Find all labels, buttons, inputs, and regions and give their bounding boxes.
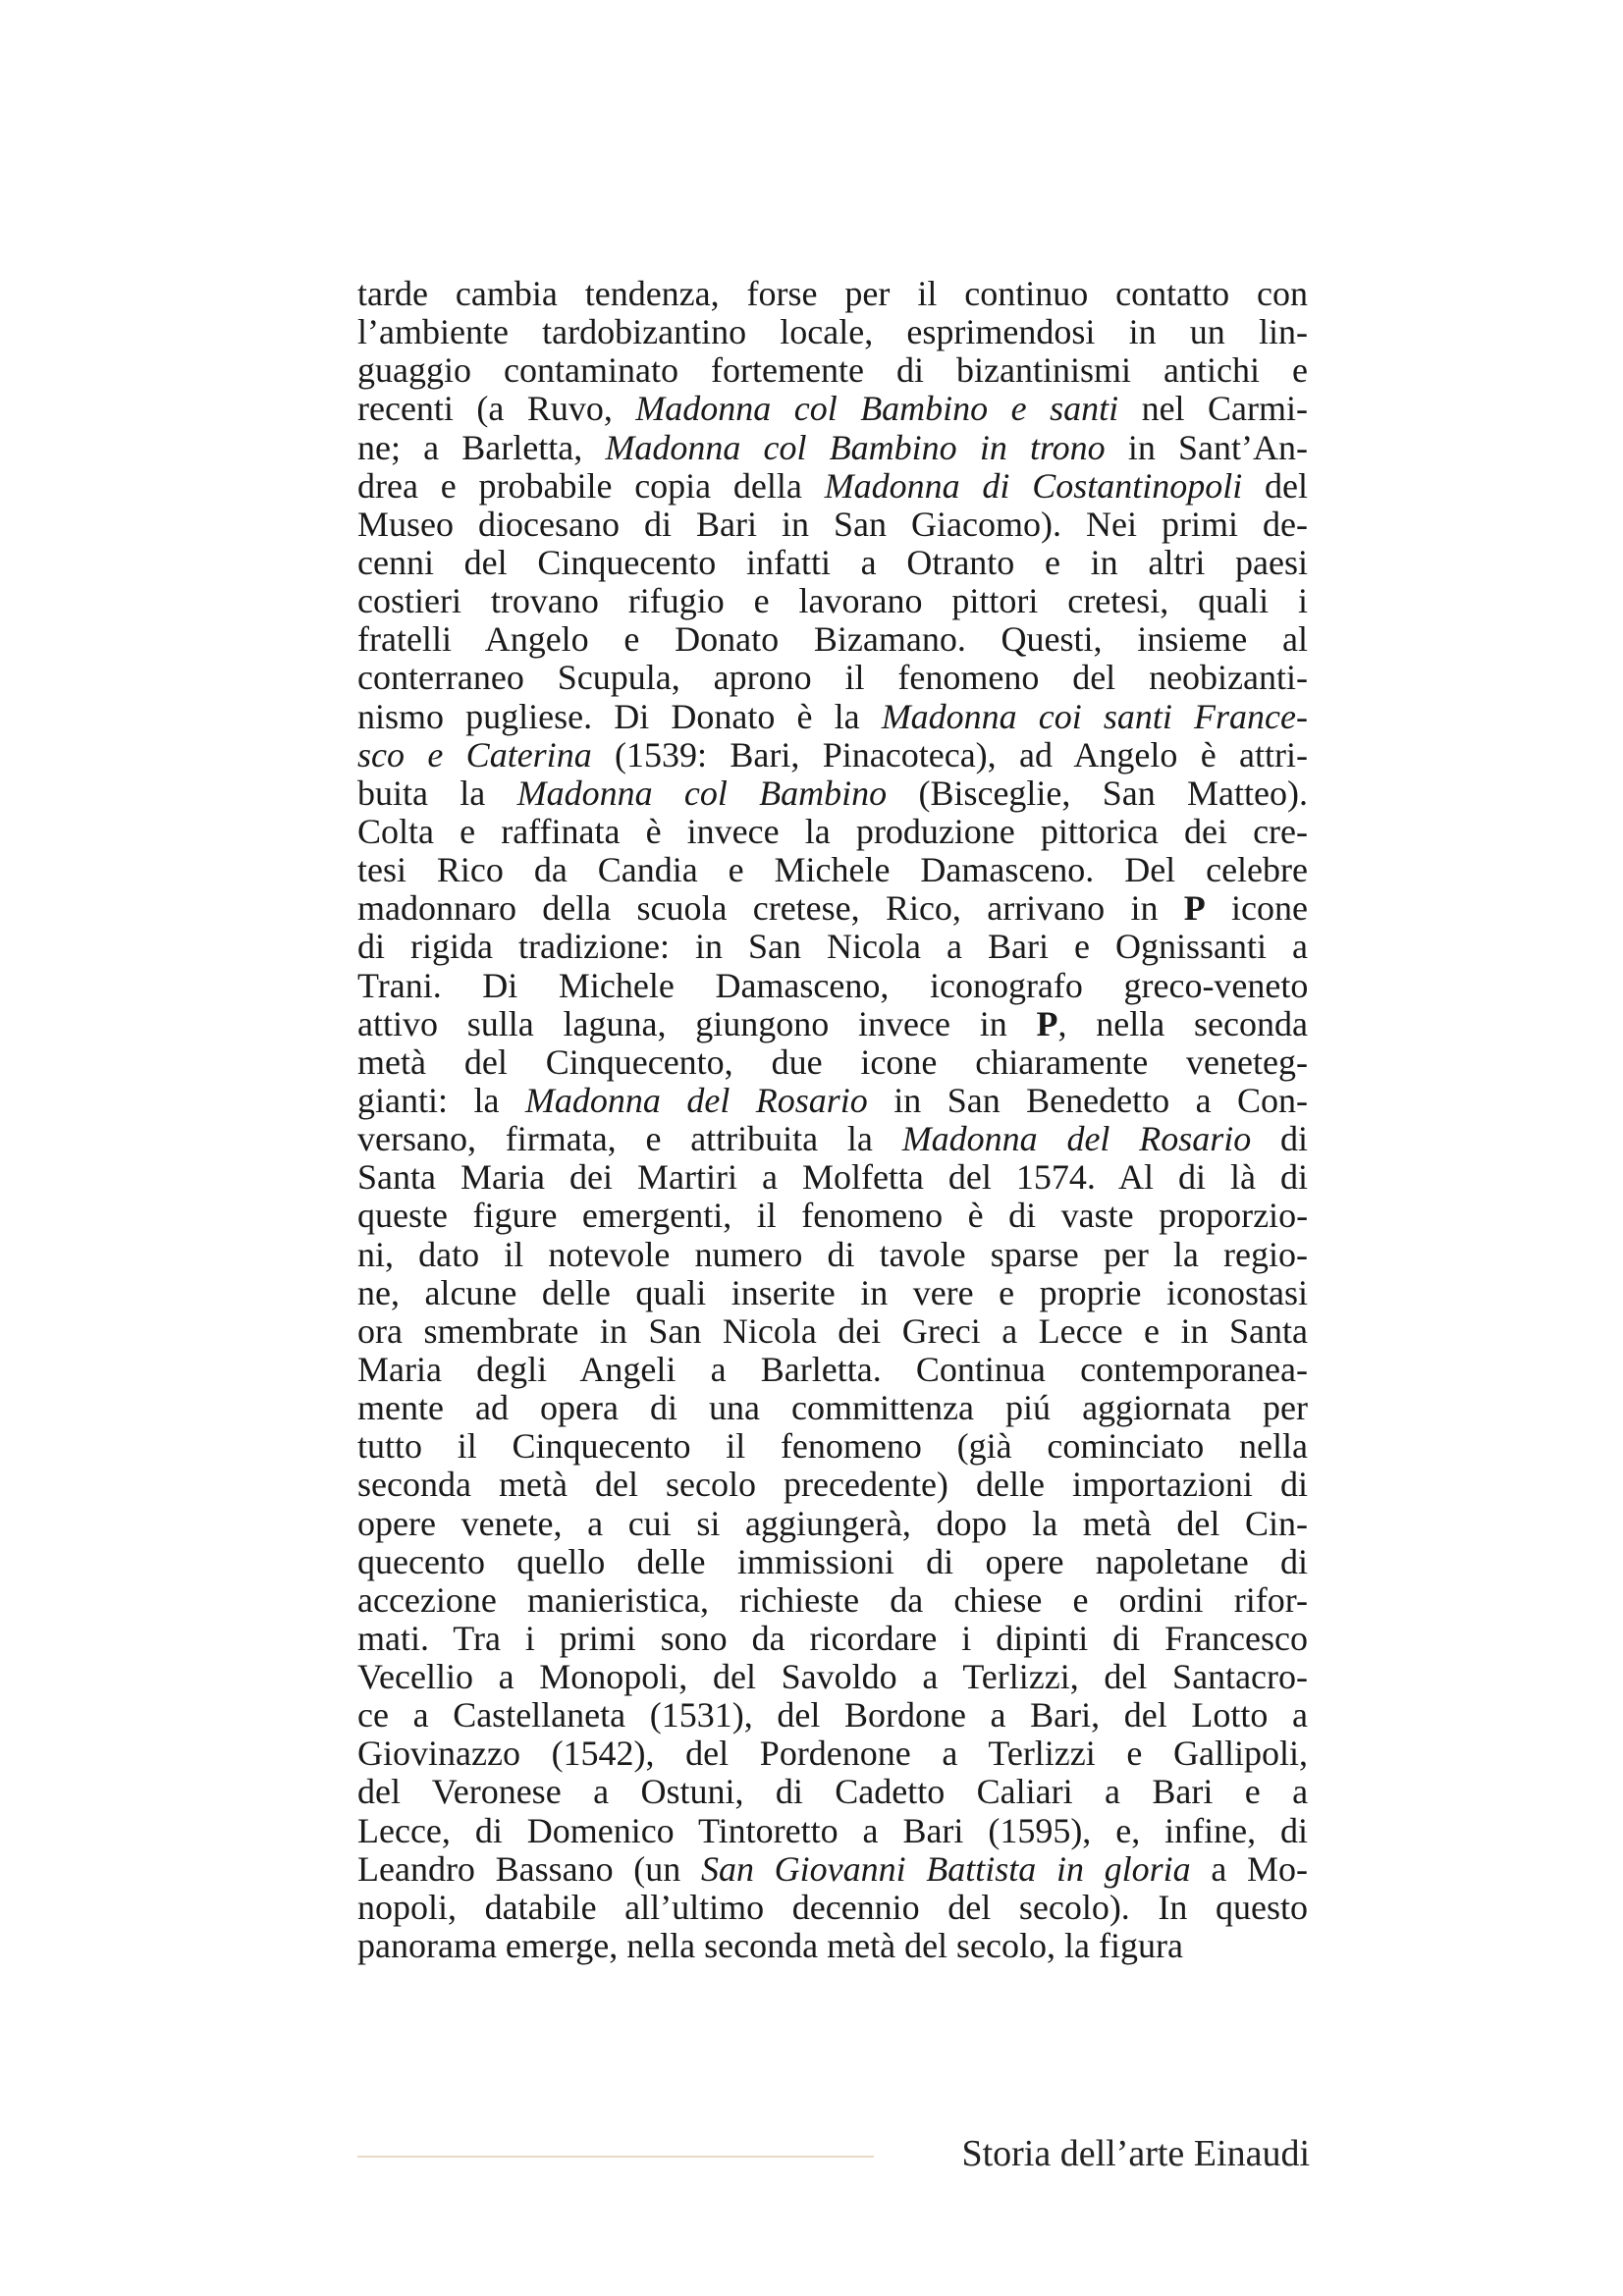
footer-rule <box>357 2156 874 2158</box>
text-run: icone <box>1205 888 1308 929</box>
text-run: nopoli, databile all’ultimo decennio del secolo). In questo <box>357 1887 1308 1927</box>
bold-abbreviation: P <box>1183 888 1206 929</box>
text-line <box>357 1581 1308 1620</box>
text-run: versano, firmata, e attribuita la <box>357 1119 902 1159</box>
text-run: conterraneo Scupula, aprono il fenomeno del neobizanti- <box>357 658 1308 698</box>
text-line <box>357 313 1308 351</box>
text-line <box>357 1850 1308 1889</box>
text-line <box>357 1658 1308 1696</box>
text-run: in Sant’An- <box>1105 427 1308 467</box>
text-line <box>357 1312 1308 1351</box>
text-run: Maria degli Angeli a Barletta. Continua contemporanea- <box>357 1349 1308 1389</box>
text-line <box>357 390 1308 428</box>
text-run: Lecce, di Domenico Tintoretto a Bari (1595), e, infine, di <box>357 1810 1308 1850</box>
text-run: buita la <box>357 773 517 813</box>
text-line <box>357 1158 1308 1197</box>
bold-abbreviation: P <box>1036 1003 1058 1043</box>
text-line <box>357 1812 1308 1850</box>
text-run: nismo pugliese. Di Donato è la <box>357 696 882 736</box>
text-run: Vecellio a Monopoli, del Savoldo a Terlizzi, del Santacro- <box>357 1657 1308 1697</box>
text-run: nel Carmi- <box>1118 389 1308 429</box>
text-run: ce a Castellaneta (1531), del Bordone a Bari, del Lotto a <box>357 1695 1308 1735</box>
italic-title: Madonna col Bambino <box>516 773 888 813</box>
text-run: (1539: Bari, Pinacoteca), ad Angelo è attri- <box>591 734 1309 774</box>
text-line <box>357 467 1308 506</box>
text-run: Leandro Bassano (un <box>357 1848 701 1889</box>
text-line <box>357 1197 1308 1235</box>
text-line <box>357 351 1308 390</box>
text-run: , nella seconda <box>1057 1003 1308 1043</box>
text-line <box>357 1236 1308 1274</box>
text-run: del <box>1242 465 1309 506</box>
text-run: ne, alcune delle quali inserite in vere e proprie iconostasi <box>357 1272 1308 1312</box>
text-line <box>357 1735 1308 1773</box>
body-text <box>357 275 1308 1965</box>
text-run: di rigida tradizione: in San Nicola a Bari e Ognissanti a <box>357 927 1308 967</box>
text-line <box>357 1427 1308 1466</box>
text-run: di <box>1251 1119 1308 1159</box>
text-line <box>357 736 1308 774</box>
text-line <box>357 851 1308 889</box>
text-run: l’ambiente tardobizantino locale, esprimendosi in un lin- <box>357 312 1308 352</box>
text-line <box>357 698 1308 736</box>
text-run: tarde cambia tendenza, forse per il continuo contatto con <box>357 274 1308 313</box>
text-run: drea e probabile copia della <box>357 465 825 506</box>
text-run: (Bisceglie, San Matteo). <box>887 773 1308 813</box>
italic-title: Madonna di Costantinopoli <box>824 465 1243 506</box>
italic-title: Madonna col Bambino e santi <box>635 389 1119 429</box>
text-run: a Mo- <box>1190 1848 1309 1889</box>
text-run: Santa Maria dei Martiri a Molfetta del 1574. Al di là di <box>357 1157 1308 1198</box>
text-line <box>357 1466 1308 1504</box>
italic-title: sco e Caterina <box>357 734 592 774</box>
text-run: Trani. Di Michele Damasceno, iconografo greco-veneto <box>357 965 1309 1005</box>
text-run: metà del Cinquecento, due icone chiaramente veneteg- <box>357 1041 1308 1082</box>
text-run: costieri trovano rifugio e lavorano pittori cretesi, quali i <box>357 581 1308 621</box>
text-run: quecento quello delle immissioni di opere napoletane di <box>357 1541 1308 1581</box>
italic-title: Madonna coi santi France- <box>881 696 1308 736</box>
italic-title: Madonna col Bambino in trono <box>605 427 1106 467</box>
text-run: Giovinazzo (1542), del Pordenone a Terlizzi e Gallipoli, <box>357 1734 1308 1774</box>
text-line <box>357 429 1308 467</box>
text-run: tesi Rico da Candia e Michele Damasceno. Del celebre <box>357 850 1308 890</box>
text-run: cenni del Cinquecento infatti a Otranto e in altri paesi <box>357 542 1308 582</box>
text-run: Colta e raffinata è invece la produzione pittorica dei cre- <box>357 811 1308 851</box>
italic-title: Madonna del Rosario <box>524 1080 868 1120</box>
text-line <box>357 813 1308 851</box>
text-line <box>357 1389 1308 1427</box>
text-line <box>357 1082 1308 1120</box>
text-line <box>357 1927 1308 1965</box>
footer-title: Storia dell’arte Einaudi <box>961 2133 1310 2174</box>
text-run: mente ad opera di una committenza piú aggiornata per <box>357 1388 1308 1428</box>
text-line <box>357 1043 1308 1082</box>
text-line <box>357 1543 1308 1581</box>
text-run: in San Benedetto a Con- <box>867 1080 1309 1120</box>
text-run: opere venete, a cui si aggiungerà, dopo la metà del Cin- <box>357 1503 1308 1543</box>
text-line <box>357 1005 1308 1043</box>
text-run: mati. Tra i primi sono da ricordare i dipinti di Francesco <box>357 1618 1308 1658</box>
text-line <box>357 275 1308 313</box>
text-line <box>357 1351 1308 1389</box>
text-line <box>357 967 1308 1005</box>
text-line <box>357 1889 1308 1927</box>
text-run: seconda metà del secolo precedente) delle importazioni di <box>357 1465 1308 1505</box>
text-line <box>357 1274 1308 1312</box>
text-run: guaggio contaminato fortemente di bizantinismi antichi e <box>357 350 1308 391</box>
text-run: panorama emerge, nella seconda metà del secolo, la figura <box>357 1926 1183 1966</box>
text-line <box>357 1773 1308 1811</box>
text-line <box>357 659 1308 697</box>
text-run: attivo sulla laguna, giungono invece in <box>357 1003 1037 1043</box>
text-line <box>357 620 1308 659</box>
text-line <box>357 544 1308 582</box>
text-run: ne; a Barletta, <box>357 427 606 467</box>
text-run: Museo diocesano di Bari in San Giacomo). Nei primi de- <box>357 504 1308 544</box>
text-line <box>357 506 1308 544</box>
text-run: gianti: la <box>357 1080 525 1120</box>
text-run: queste figure emergenti, il fenomeno è di vaste proporzio- <box>357 1196 1309 1236</box>
text-run: fratelli Angelo e Donato Bizamano. Questi, insieme al <box>357 619 1308 660</box>
text-run: madonnaro della scuola cretese, Rico, arrivano in <box>357 888 1184 929</box>
text-line <box>357 928 1308 966</box>
text-line <box>357 889 1308 928</box>
italic-title: Madonna del Rosario <box>901 1119 1252 1159</box>
text-line <box>357 582 1308 620</box>
text-run: tutto il Cinquecento il fenomeno (già cominciato nella <box>357 1426 1308 1467</box>
text-run: ora smembrate in San Nicola dei Greci a Lecce e in Santa <box>357 1310 1308 1351</box>
text-run: del Veronese a Ostuni, di Cadetto Caliari a Bari e a <box>357 1772 1309 1812</box>
text-run: ni, dato il notevole numero di tavole sparse per la regio- <box>357 1234 1308 1274</box>
italic-title: San Giovanni Battista in gloria <box>700 1848 1191 1889</box>
text-line <box>357 1120 1308 1158</box>
text-line <box>357 1620 1308 1658</box>
text-run: recenti (a Ruvo, <box>357 389 636 429</box>
text-line <box>357 1696 1308 1735</box>
text-run: accezione manieristica, richieste da chiese e ordini rifor- <box>357 1579 1308 1620</box>
text-line <box>357 774 1308 813</box>
text-line <box>357 1505 1308 1543</box>
